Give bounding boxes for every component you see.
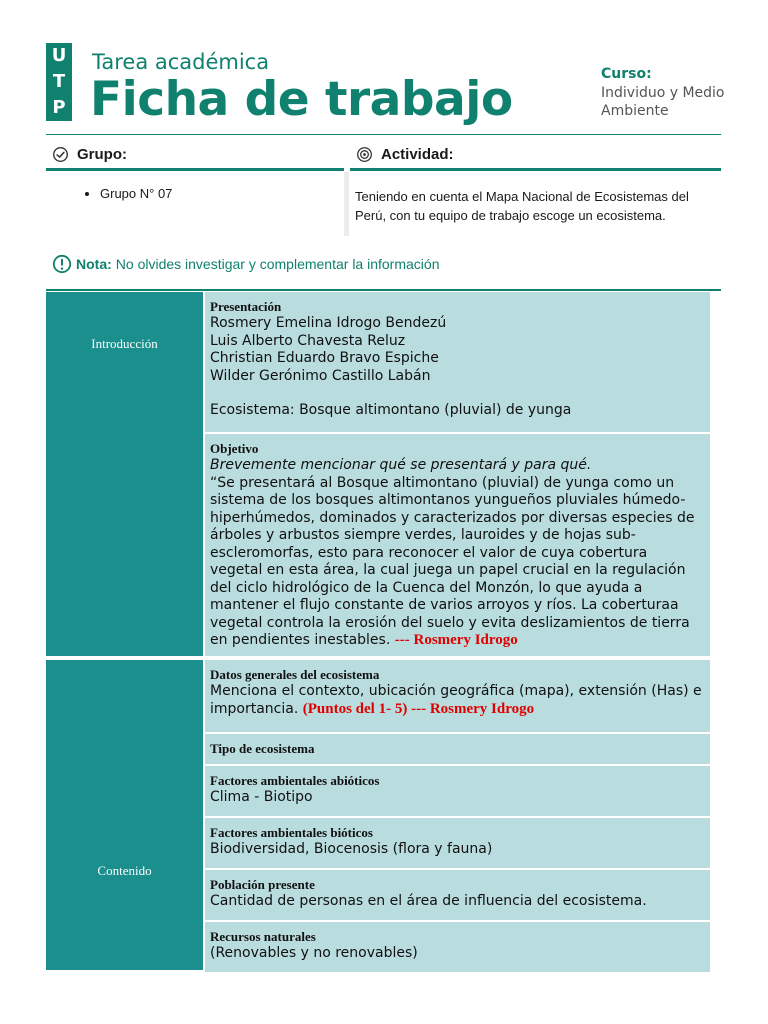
check-circle-icon: [52, 146, 69, 163]
course-label: Curso:: [601, 66, 652, 82]
presentacion-cell: [205, 292, 710, 432]
logo-letter: T: [52, 71, 66, 92]
abioticos-text: Clima - Biotipo: [210, 789, 313, 805]
section-label: [46, 292, 203, 656]
contenido-label: Contenido: [97, 863, 152, 878]
contenido-section: [46, 658, 710, 974]
introduccion-section: [46, 292, 710, 658]
logo-letter: P: [52, 97, 66, 118]
objetivo-author: --- Rosmery Idrogo: [394, 632, 518, 648]
objetivo-body: [210, 475, 704, 650]
datos-heading: Datos generales del ecosistema: [210, 667, 380, 682]
tipo-heading: Tipo de ecosistema: [210, 741, 315, 756]
recursos-cell: [205, 922, 710, 972]
bioticos-cell: [205, 818, 710, 868]
grupo-label: Grupo:: [77, 145, 127, 163]
objetivo-text: “Se presentará al Bosque altimontano (pluvial) de yunga como un sistema de los bosques altimontanos yungueños pluviales húmedo-hiperhúmedos, dominados y caracterizados por diversas especies de árboles y arbustos siempre verdes, lauroides y de hojas sub-escleromorfas, esto para reconocer el valor de cuya cobertura vegetal en esta área, la cual juega un papel crucial en la regulación del ciclo hidrológico de la Cuenca del Monzón, lo que ayuda a mantener el flujo constante de varios arroyos y ríos. La coberturaa vegetal controla la erosión del suelo y evita deslizamientos de tierra en pendientes inestables.: [210, 474, 695, 648]
nota-text: No olvides investigar y complementar la información: [115, 256, 440, 272]
member-name: Rosmery Emelina Idrogo Bendezú: [210, 315, 447, 331]
poblacion-cell: [205, 870, 710, 920]
objetivo-heading: Objetivo: [210, 441, 259, 456]
actividad-header: [350, 140, 721, 171]
grupo-item: • Grupo N° 07: [100, 186, 344, 201]
work-table: [46, 292, 710, 974]
course-value: Individuo y Medio Ambiente: [601, 85, 725, 119]
datos-text: Menciona el contexto, ubicación geográfica (mapa), extensión (Has) e importancia.: [210, 683, 702, 717]
actividad-label: Actividad:: [381, 145, 454, 163]
introduccion-label: Introducción: [91, 335, 158, 351]
abioticos-cell: [205, 766, 710, 816]
section-label: [46, 660, 203, 970]
header-divider: [46, 134, 721, 135]
nota-label: Nota:: [76, 256, 112, 272]
nota-divider: [46, 289, 721, 291]
poblacion-heading: Población presente: [210, 877, 315, 892]
column-separator: [344, 172, 349, 236]
member-name: Wilder Gerónimo Castillo Labán: [210, 367, 431, 384]
document-subtitle: Tarea académica: [92, 50, 270, 74]
grupo-list: [46, 186, 344, 201]
target-icon: [356, 146, 373, 163]
datos-highlight: (Puntos del 1- 5) --- Rosmery Idrogo: [302, 700, 535, 717]
objetivo-cell: [205, 434, 710, 656]
bioticos-heading: Factores ambientales bióticos: [210, 825, 373, 840]
member-name: Luis Alberto Chavesta Reluz: [210, 332, 406, 349]
ecosystem-name: Ecosistema: Bosque altimontano (pluvial) de yunga: [210, 402, 572, 418]
actividad-text: Teniendo en cuenta el Mapa Nacional de Ecosistemas del Perú, con tu equipo de trabajo escoge un ecosistema.: [355, 189, 689, 223]
exclamation-circle-icon: [52, 254, 72, 274]
grupo-header: [46, 140, 344, 171]
recursos-heading: Recursos naturales: [210, 929, 316, 944]
objetivo-instruction: Brevemente mencionar qué se presentará y para qué.: [210, 457, 592, 473]
recursos-text: (Renovables y no renovables): [210, 945, 418, 961]
presentacion-heading: Presentación: [210, 299, 282, 314]
utp-logo: [46, 43, 72, 121]
poblacion-text: Cantidad de personas en el área de influencia del ecosistema.: [210, 893, 647, 909]
abioticos-heading: Factores ambientales abióticos: [210, 773, 380, 788]
datos-body: [210, 683, 704, 718]
nota-line: [52, 254, 439, 274]
member-name: Christian Eduardo Bravo Espiche: [210, 350, 439, 366]
logo-letter: U: [51, 45, 67, 66]
tipo-cell: [205, 734, 710, 764]
document-title: Ficha de trabajo: [90, 72, 513, 127]
datos-cell: [205, 660, 710, 732]
bioticos-text: Biodiversidad, Biocenosis (flora y fauna): [210, 841, 493, 857]
